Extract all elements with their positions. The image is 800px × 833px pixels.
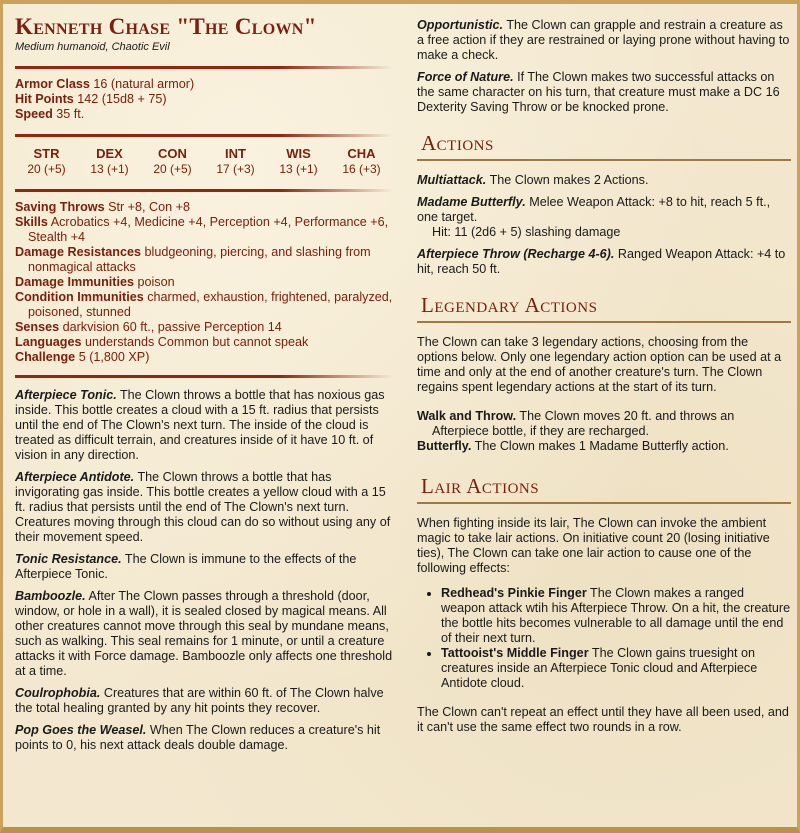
trait-bamboozle (15, 589, 393, 679)
challenge-label: Challenge (15, 350, 76, 364)
ability-con (143, 145, 203, 177)
trait-name: Opportunistic. (417, 18, 504, 32)
lair-intro: When fighting inside its lair, The Clown can invoke the ambient magic to take lair actions. On initiative count 20 (losing initiative ties), The Clown can take one lair action to cause one of the following effects: (417, 516, 770, 575)
divider (15, 134, 393, 137)
ability-name: CON (158, 146, 187, 161)
action-text: Melee Weapon Attack: +8 to hit, reach 5 ft., one target. (417, 195, 771, 224)
trait-coulrophobia (15, 686, 393, 716)
action-hit-line: Hit: 11 (2d6 + 5) slashing damage (432, 225, 621, 239)
armor-class-value: 16 (natural armor) (93, 77, 195, 91)
trait-text: The Clown can grapple and restrain a creature as a free action if they are restrained or laying prone without having to make a check. (417, 18, 790, 62)
list-item (441, 586, 791, 646)
armor-class-row (15, 77, 393, 92)
section-divider (417, 321, 791, 323)
trait-afterpiece-antidote (15, 470, 393, 545)
left-column (15, 14, 393, 760)
trait-afterpiece-tonic (15, 388, 393, 463)
legendary-text: The Clown makes 1 Madame Butterfly action. (474, 439, 729, 453)
languages-value: understands Common but cannot speak (84, 335, 309, 349)
trait-name: Tonic Resistance. (15, 552, 122, 566)
divider (15, 66, 393, 69)
lair-actions-heading: Lair Actions (421, 474, 540, 498)
trait-name: Pop Goes the Weasel. (15, 723, 147, 737)
legendary-text: The Clown moves 20 ft. and throws an Afterpiece bottle, if they are recharged. (432, 409, 735, 438)
trait-text: The Clown throws a bottle that has noxious gas inside. This bottle creates a cloud with a 15 ft. radius that persists until the end of The Clown's next turn. The inside of the cloud is treated as difficult terrain, and creatures inside of it have 10 ft. of vision in any direction. (15, 388, 385, 462)
legendary-name: Butterfly. (417, 439, 472, 453)
list-item (441, 646, 791, 691)
hit-points-row (15, 92, 393, 107)
languages-label: Languages (15, 335, 82, 349)
damage-immunities-label: Damage Immunities (15, 275, 134, 289)
damage-immunities-row (15, 275, 393, 290)
trait-name: Coulrophobia. (15, 686, 101, 700)
actions-heading: Actions (421, 131, 494, 155)
condition-immunities-value: charmed, exhaustion, frightened, paralyzed, poisoned, stunned (28, 290, 393, 319)
section-divider (417, 502, 791, 504)
action-name: Madame Butterfly. (417, 195, 526, 209)
ability-name: CHA (347, 146, 376, 161)
ability-scores (15, 145, 393, 177)
ability-score: 20 (+5) (27, 162, 66, 176)
ability-wis (269, 145, 329, 177)
divider (15, 189, 393, 192)
trait-force-of-nature (417, 70, 791, 115)
saving-throws-value: Str +8, Con +8 (108, 200, 190, 214)
trait-name: Afterpiece Antidote. (15, 470, 135, 484)
armor-class-label: Armor Class (15, 77, 90, 91)
trait-text: If The Clown makes two successful attacks on the same character on his turn, that creature must make a DC 16 Dexterity Saving Throw or be knocked prone. (417, 70, 780, 114)
ability-dex (80, 145, 140, 177)
lair-action-list (417, 586, 791, 691)
legendary-walk-and-throw (417, 409, 791, 439)
ability-score: 13 (+1) (90, 162, 129, 176)
lair-item-name: Tattooist's Middle Finger (441, 646, 589, 660)
speed-value: 35 ft. (56, 107, 85, 121)
right-column (417, 18, 791, 742)
ability-score: 16 (+3) (342, 162, 381, 176)
ability-score: 20 (+5) (153, 162, 192, 176)
trait-text: When The Clown reduces a creature's hit points to 0, his next attack deals double damage. (15, 723, 381, 752)
ability-name: STR (33, 146, 60, 161)
speed-label: Speed (15, 107, 53, 121)
senses-row (15, 320, 393, 335)
damage-resistances-value: bludgeoning, piercing, and slashing from nonmagical attacks (28, 245, 371, 274)
damage-resistances-label: Damage Resistances (15, 245, 142, 259)
section-divider (417, 159, 791, 161)
challenge-value: 5 (1,800 XP) (78, 350, 150, 364)
trait-text: The Clown throws a bottle that has invigorating gas inside. This bottle creates a yellow cloud with a 15 ft. radius that persists until the end of The Clown's next turn. Creatures moving through this cloud can do so without using any of their movement speed. (15, 470, 391, 544)
trait-pop-goes-the-weasel (15, 723, 393, 753)
senses-label: Senses (15, 320, 60, 334)
action-name: Afterpiece Throw (Recharge 4-6). (417, 247, 615, 261)
condition-immunities-label: Condition Immunities (15, 290, 144, 304)
action-text: Ranged Weapon Attack: +4 to hit, reach 50 ft. (417, 247, 786, 276)
legendary-actions-heading: Legendary Actions (421, 293, 598, 317)
challenge-row (15, 350, 393, 365)
speed-row (15, 107, 393, 122)
monster-subtitle: Medium humanoid, Chaotic Evil (15, 41, 170, 53)
monster-name: Kenneth Chase "The Clown" (15, 14, 317, 39)
hit-points-value: 142 (15d8 + 75) (77, 92, 167, 106)
action-afterpiece-throw (417, 247, 791, 277)
condition-immunities-row (15, 290, 393, 320)
ability-int (206, 145, 266, 177)
hit-points-label: Hit Points (15, 92, 74, 106)
skills-label: Skills (15, 215, 48, 229)
saving-throws-row (15, 200, 393, 215)
ability-str (17, 145, 77, 177)
legendary-intro: The Clown can take 3 legendary actions, choosing from the options below. Only one legendary action option can be used at a time and only at the end of another creature's turn. The Clown regains spent legendary actions at the start of its turn. (417, 335, 782, 394)
ability-score: 13 (+1) (279, 162, 318, 176)
lair-outro: The Clown can't repeat an effect until they have all been used, and it can't use the same effect two rounds in a row. (417, 705, 789, 734)
action-multiattack (417, 173, 791, 188)
damage-resistances-row (15, 245, 393, 275)
trait-text: After The Clown passes through a threshold (door, window, or hole in a wall), it is sealed closed by magical means. All other creatures cannot move through this seal by mundane means, such as walking. This seal remains for 1 minute, or until a creature attacks it with Force damage. Bamboozle only affects one threshold at a time. (15, 589, 393, 678)
damage-immunities-value: poison (137, 275, 175, 289)
saving-throws-label: Saving Throws (15, 200, 105, 214)
ability-name: WIS (286, 146, 311, 161)
trait-tonic-resistance (15, 552, 393, 582)
action-madame-butterfly (417, 195, 791, 225)
ability-name: INT (225, 146, 246, 161)
divider (15, 375, 393, 378)
ability-name: DEX (96, 146, 123, 161)
trait-name: Bamboozle. (15, 589, 86, 603)
trait-name: Afterpiece Tonic. (15, 388, 117, 402)
senses-value: darkvision 60 ft., passive Perception 14 (62, 320, 282, 334)
legendary-butterfly (417, 439, 791, 454)
action-name: Multiattack. (417, 173, 487, 187)
trait-text: Creatures that are within 60 ft. of The Clown halve the total healing granted by any hit points they recover. (15, 686, 384, 715)
lair-item-text: The Clown gains truesight on creatures inside an Afterpiece Tonic cloud and Afterpiece Antidote cloud. (441, 646, 758, 690)
skills-value: Acrobatics +4, Medicine +4, Perception +4, Performance +6, Stealth +4 (28, 215, 389, 244)
lair-item-name: Redhead's Pinkie Finger (441, 586, 587, 600)
legendary-name: Walk and Throw. (417, 409, 517, 423)
trait-text: The Clown is immune to the effects of the Afterpiece Tonic. (15, 552, 357, 581)
lair-item-text: The Clown makes a ranged weapon attack wtih his Afterpiece Throw. On a hit, the creature the bottle hits becomes vulnerable to all damage until the end of their next turn. (441, 586, 791, 645)
trait-opportunistic (417, 18, 791, 63)
ability-cha (332, 145, 392, 177)
ability-score: 17 (+3) (216, 162, 255, 176)
trait-name: Force of Nature. (417, 70, 514, 84)
languages-row (15, 335, 393, 350)
action-text: The Clown makes 2 Actions. (489, 173, 649, 187)
skills-row (15, 215, 393, 245)
